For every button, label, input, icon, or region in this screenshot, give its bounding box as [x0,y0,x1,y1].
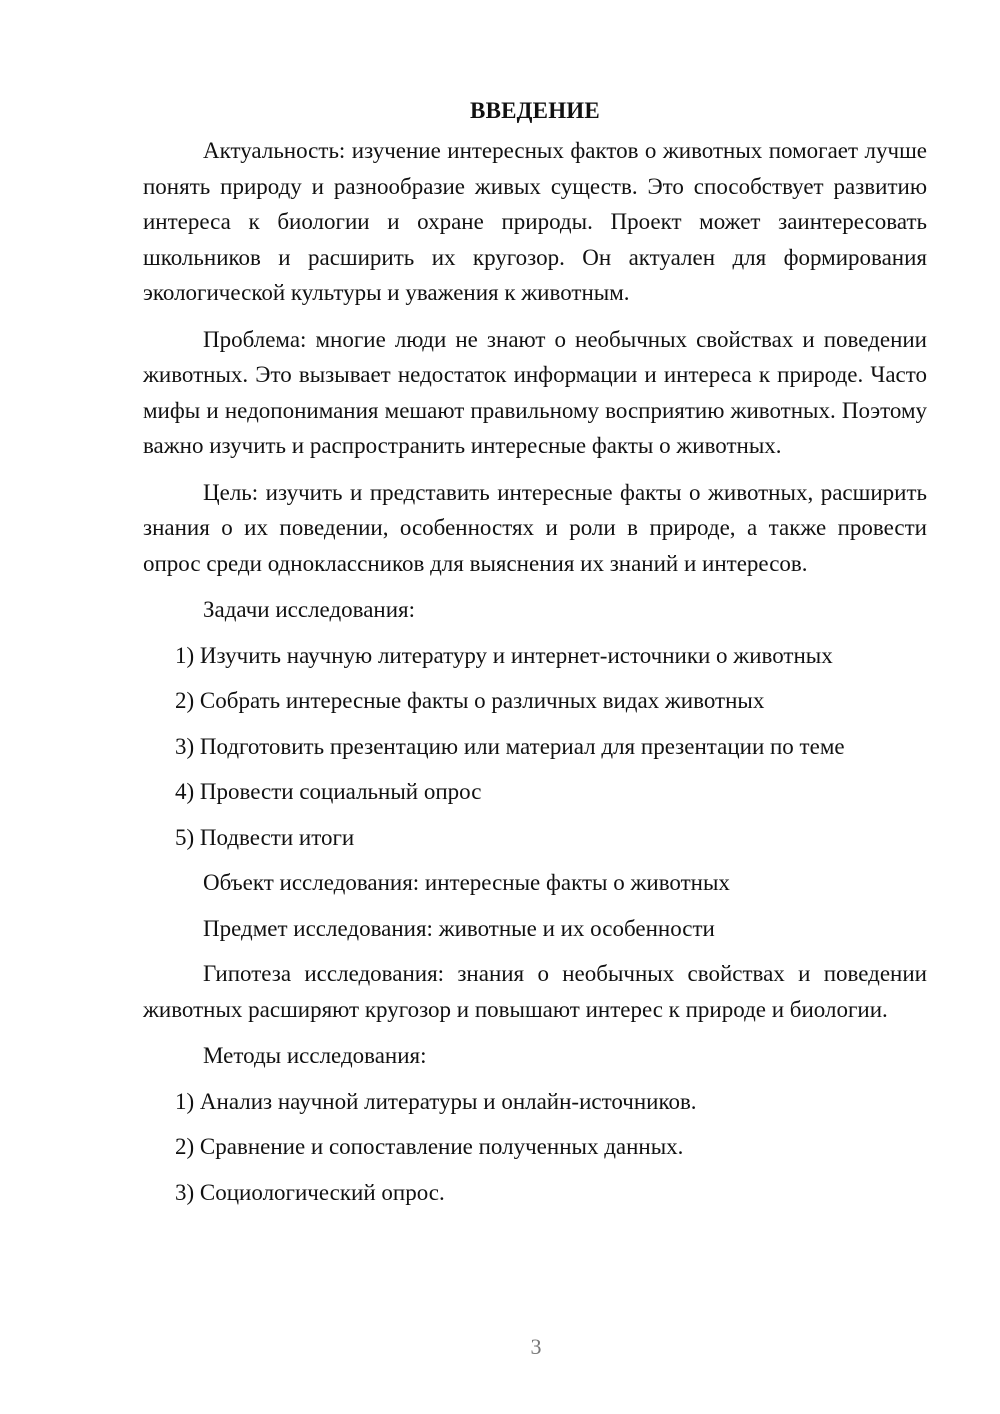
list-item: 3) Подготовить презентацию или материал для презентации по теме [175,733,845,759]
problem-paragraph: Проблема: многие люди не знают о необычных свойствах и поведении животных. Это вызывает недостаток информации и интереса к природе. Часто мифы и недопонимания мешают правильному восприятию животных. Поэтому важно изучить и распространить интересные факты о животных. [143,326,927,458]
list-item: 1) Изучить научную литературу и интернет-источники о животных [175,642,833,668]
list-item: 3) Социологический опрос. [175,1179,445,1205]
goal-paragraph: Цель: изучить и представить интересные факты о животных, расширить знания о их поведении, особенностях и роли в природе, а также провести опрос среди одноклассников для выяснения их знаний и интересов. [143,479,927,576]
section-title: ВВЕДЕНИЕ [470,98,600,123]
tasks-list [143,638,927,856]
page-number: 3 [530,1334,542,1359]
list-item: 4) Провести социальный опрос [175,779,482,804]
hypothesis-paragraph: Гипотеза исследования: знания о необычных свойствах и поведении животных расширяют кругозор и повышают интерес к природе и биологии. [143,961,927,1022]
tasks-heading: Задачи исследования: [203,597,416,622]
list-item: 2) Собрать интересные факты о различных видах животных [175,688,765,713]
object-paragraph: Объект исследования: интересные факты о животных [203,870,730,895]
list-item: 2) Сравнение и сопоставление полученных данных. [175,1134,684,1159]
subject-paragraph: Предмет исследования: животные и их особенности [203,915,715,941]
list-item: 1) Анализ научной литературы и онлайн-источников. [175,1088,697,1114]
methods-heading: Методы исследования: [203,1043,427,1068]
document-page [143,96,927,1220]
relevance-paragraph: Актуальность: изучение интересных фактов о животных помогает лучше понять природу и разнообразие живых существ. Это способствует развитию интереса к биологии и охране природы. Проект может заинтересовать школьников и расширить их кругозор. Он актуален для формирования экологической культуры и уважения к животным. [143,138,927,305]
list-item: 5) Подвести итоги [175,824,355,850]
methods-list [143,1084,927,1211]
